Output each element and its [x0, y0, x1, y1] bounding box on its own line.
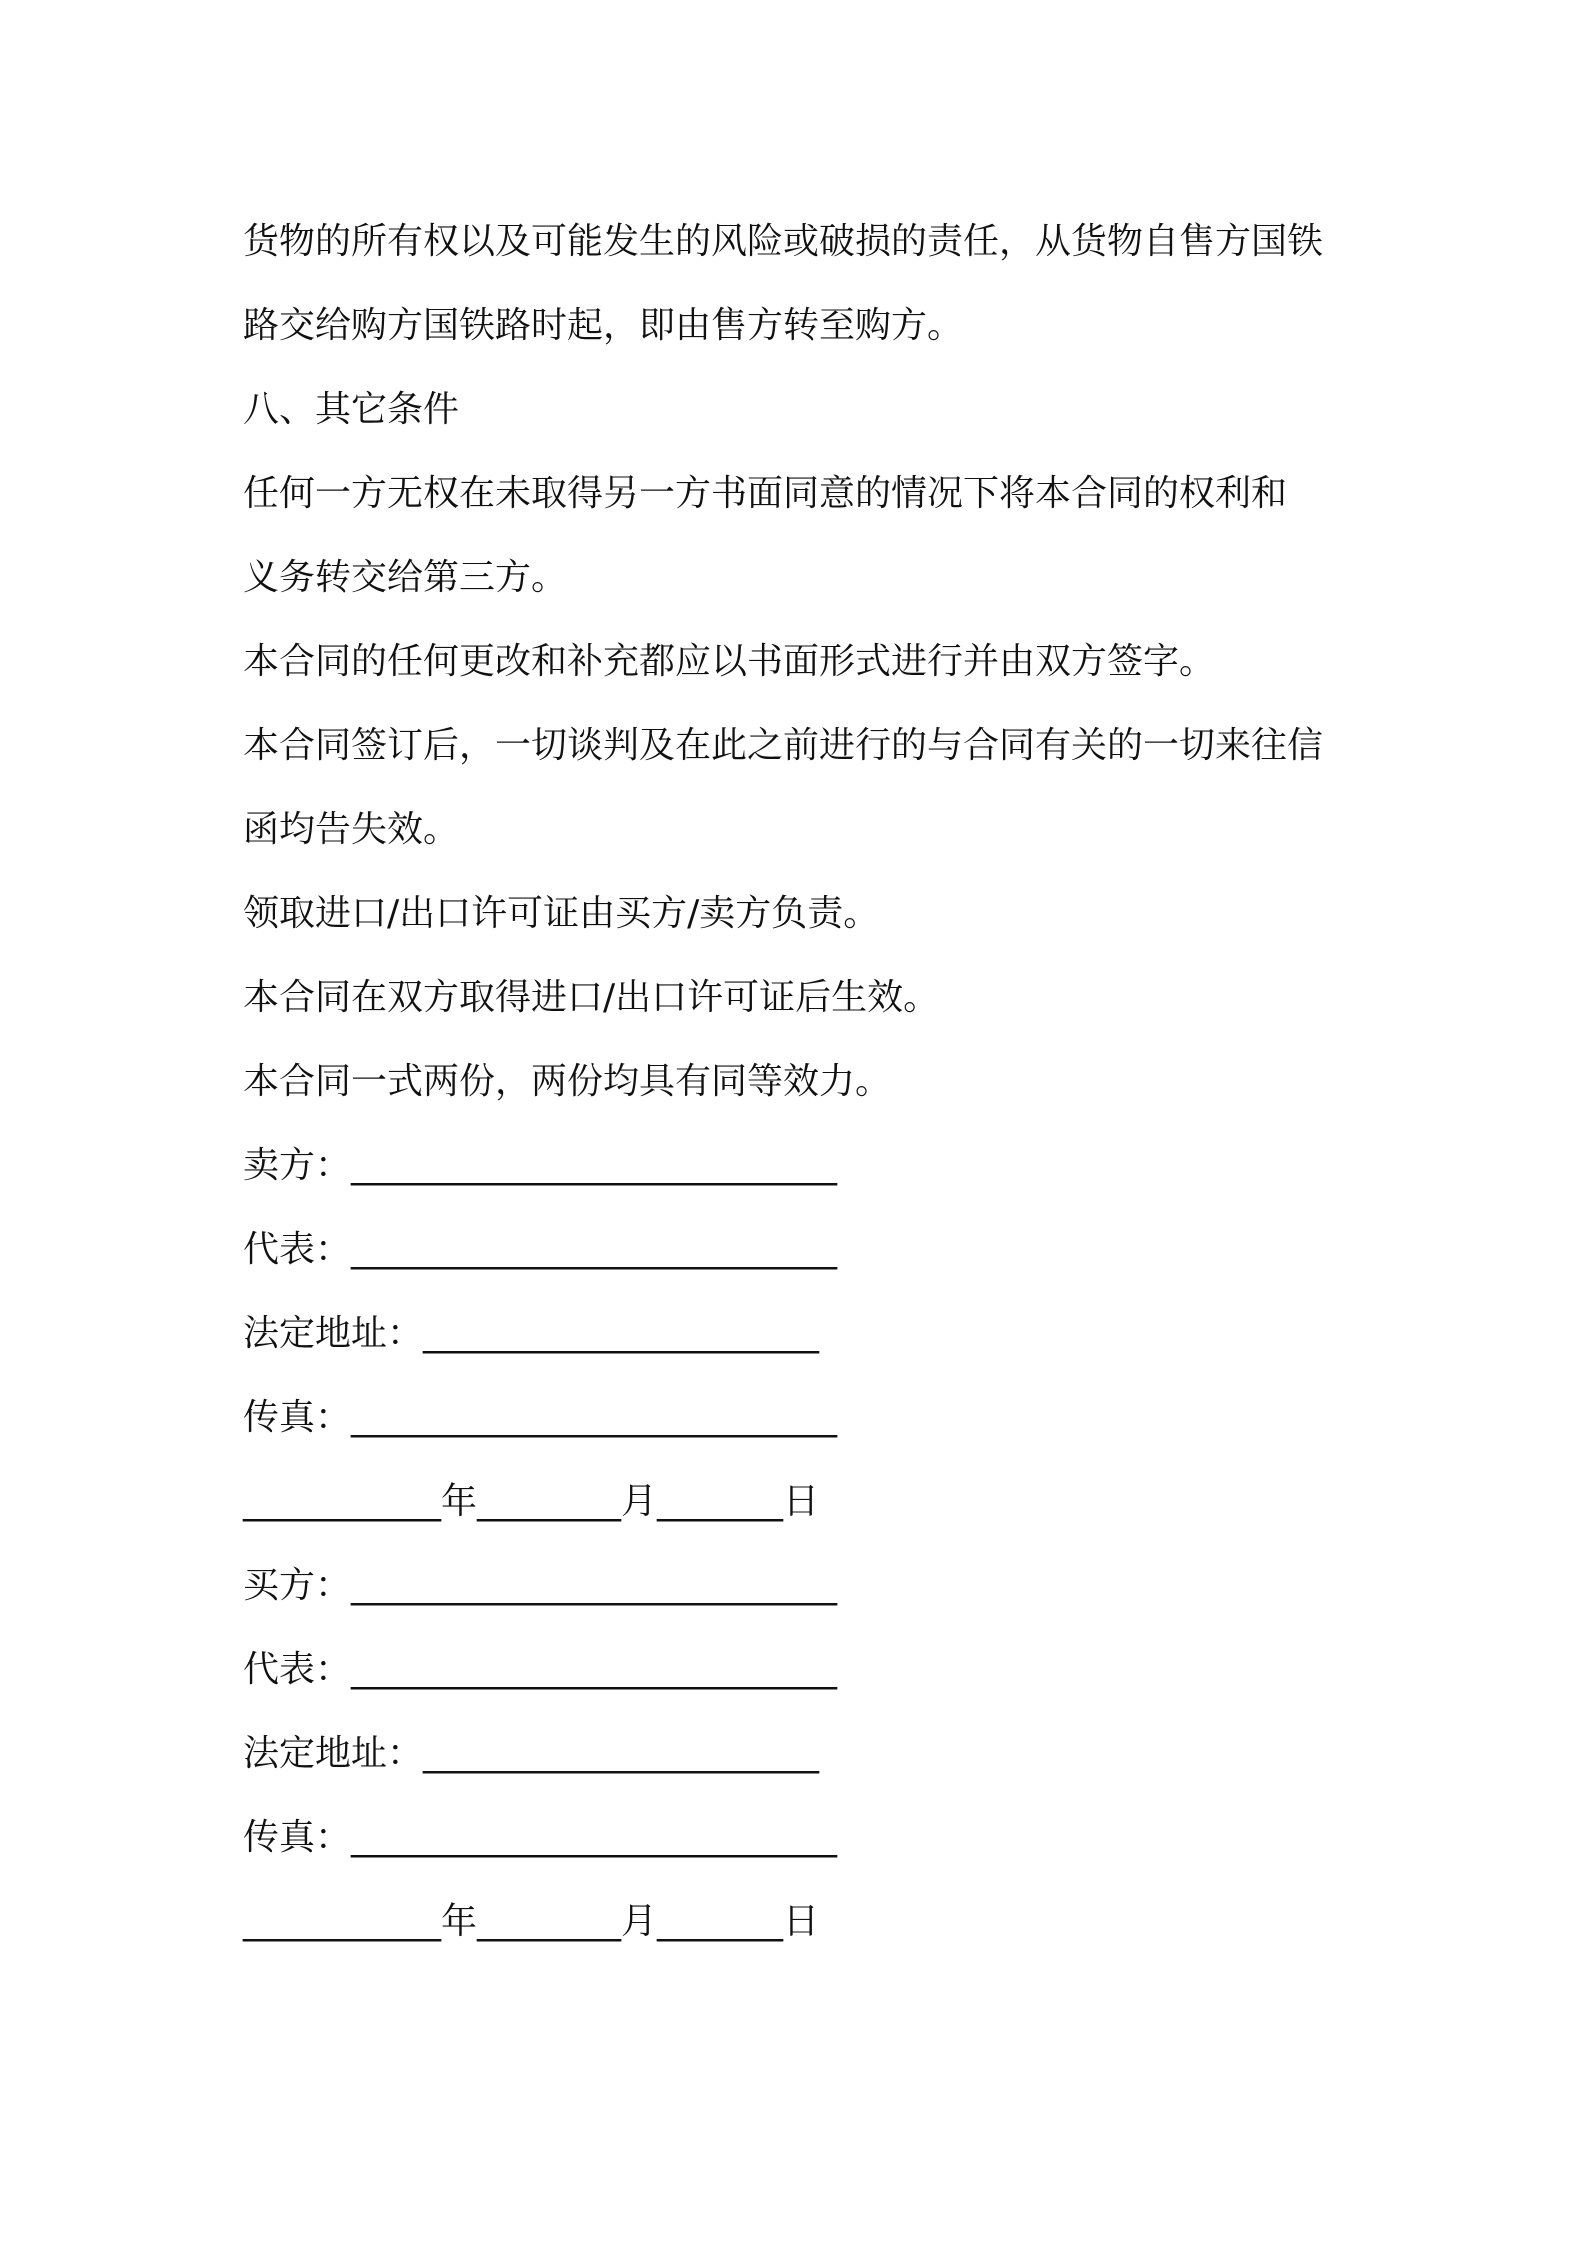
buyer-signature-line: 买方：___________________________ — [243, 1565, 838, 1606]
buyer-address-line: 法定地址：______________________ — [243, 1733, 820, 1774]
paragraph-risk-transfer-1: 货物的所有权以及可能发生的风险或破损的责任，从货物自售方国铁 — [243, 221, 1324, 262]
buyer-representative-line: 代表：___________________________ — [243, 1649, 838, 1690]
paragraph-assignment-1: 任何一方无权在未取得另一方书面同意的情况下将本合同的权利和 — [243, 473, 1288, 514]
buyer-fax-line: 传真：___________________________ — [243, 1817, 838, 1858]
buyer-date-line: ___________年________月_______日 — [243, 1901, 819, 1942]
paragraph-assignment-2: 义务转交给第三方。 — [243, 557, 568, 598]
seller-address-line: 法定地址：______________________ — [243, 1313, 820, 1354]
paragraph-amendments: 本合同的任何更改和补充都应以书面形式进行并由双方签字。 — [243, 641, 1216, 682]
seller-fax-line: 传真：___________________________ — [243, 1397, 838, 1438]
seller-date-line: ___________年________月_______日 — [243, 1481, 819, 1522]
seller-signature-line: 卖方：___________________________ — [243, 1145, 838, 1186]
contract-body — [243, 200, 1363, 1964]
paragraph-effective: 本合同在双方取得进口/出口许可证后生效。 — [243, 977, 940, 1018]
paragraph-risk-transfer-2: 路交给购方国铁路时起，即由售方转至购方。 — [243, 305, 964, 346]
section-heading-other-terms: 八、其它条件 — [243, 389, 460, 430]
paragraph-copies: 本合同一式两份，两份均具有同等效力。 — [243, 1061, 892, 1102]
paragraph-license: 领取进口/出口许可证由买方/卖方负责。 — [243, 893, 880, 934]
paragraph-supersede-2: 函均告失效。 — [243, 809, 460, 850]
seller-representative-line: 代表：___________________________ — [243, 1229, 838, 1270]
paragraph-supersede-1: 本合同签订后，一切谈判及在此之前进行的与合同有关的一切来往信 — [243, 725, 1324, 766]
